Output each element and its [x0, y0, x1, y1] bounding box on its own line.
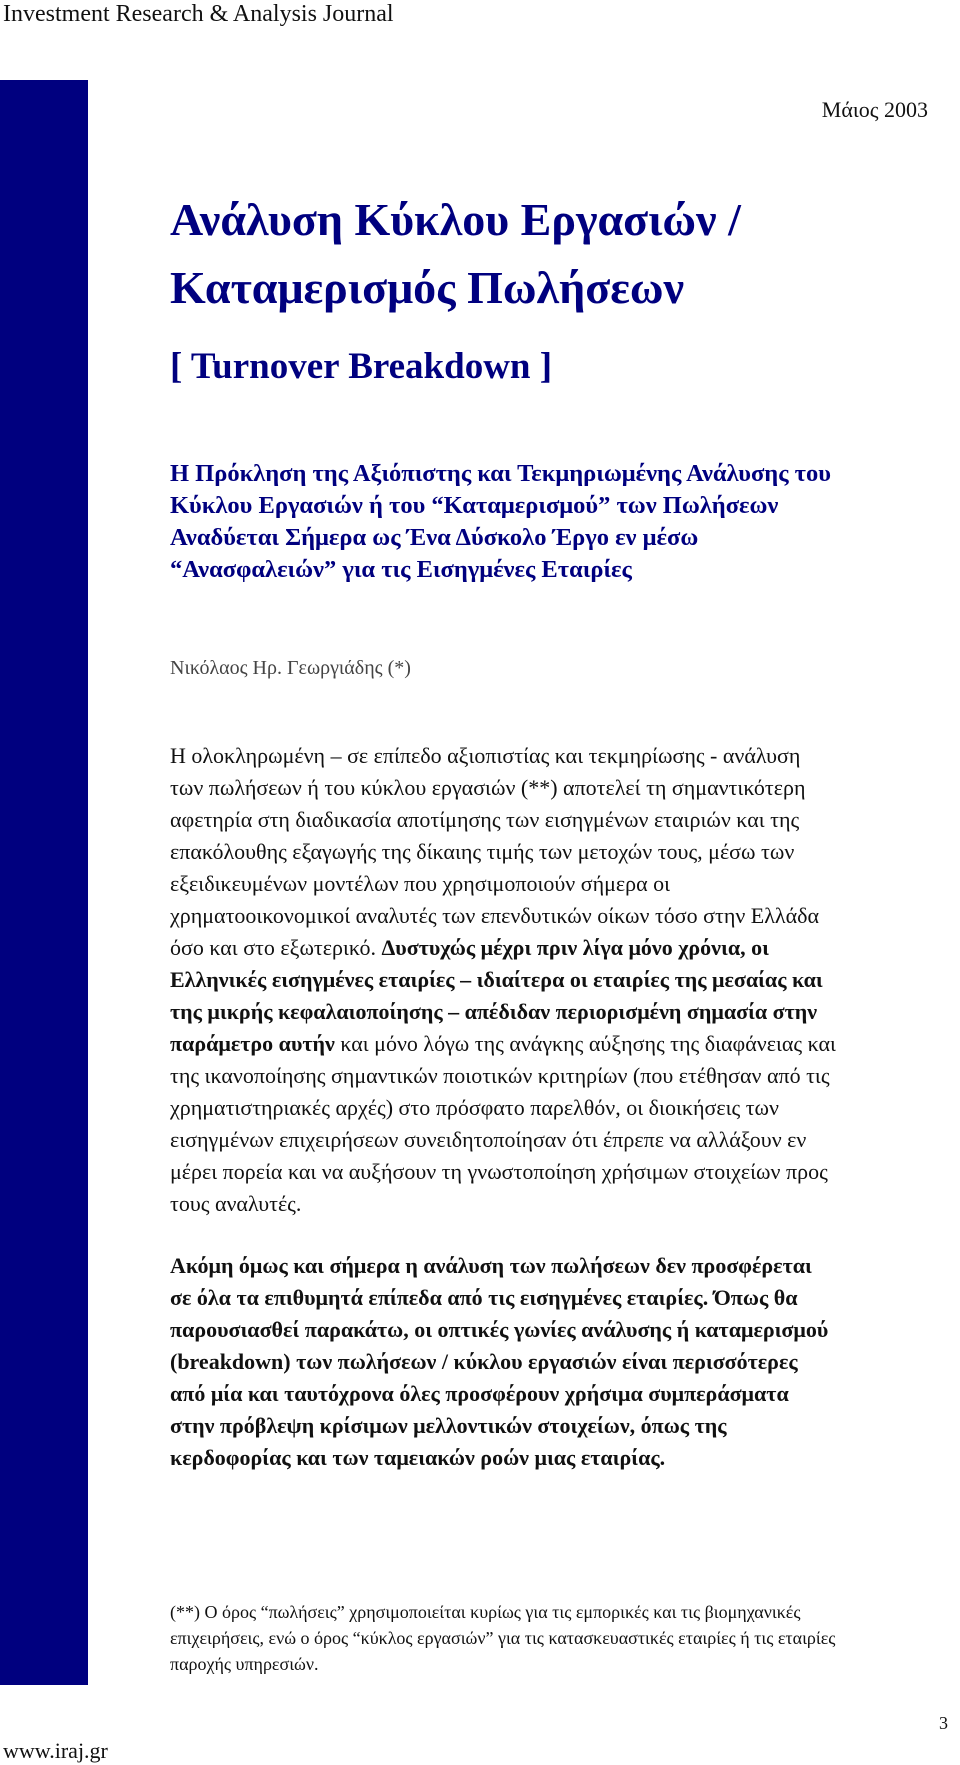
publication-date: Μάιος 2003: [821, 97, 928, 122]
paragraph-line: αφετηρία στη διαδικασία αποτίμησης των εισηγμένων εταιριών και της: [170, 807, 800, 832]
paragraph-line: χρηματοοικονομικοί αναλυτές των επενδυτικών οίκων τόσο στην Ελλάδα: [170, 903, 819, 928]
author-name: Νικόλαος Ηρ. Γεωργιάδης (*): [170, 657, 411, 679]
headline-line: Κύκλου Εργασιών ή του “Καταμερισμού” των Πωλήσεων: [170, 492, 779, 519]
title-line-1: Ανάλυση Κύκλου Εργασιών /: [170, 194, 741, 245]
paragraph-line: επακόλουθης εξαγωγής της δίκαιης τιμής των μετοχών τους, μέσω των: [170, 839, 795, 864]
article-headline: [170, 458, 950, 586]
paragraph-text-plain: όσο και στο εξωτερικό.: [170, 935, 382, 960]
paragraph-line: στην πρόβλεψη κρίσιμων μελλοντικών στοιχείων, όπως της: [170, 1413, 727, 1438]
footnote-line: επιχειρήσεις, ενώ ο όρος “κύκλος εργασιών” για τις κατασκευαστικές εταιρίες ή τις εταιρίες: [170, 1628, 836, 1648]
page-number: 3: [939, 1713, 948, 1733]
headline-line: “Ανασφαλειών” για τις Εισηγμένες Εταιρίες: [170, 556, 632, 583]
journal-header: Investment Research & Analysis Journal: [3, 1, 394, 27]
paragraph-line: Ακόμη όμως και σήμερα η ανάλυση των πωλήσεων δεν προσφέρεται: [170, 1253, 812, 1278]
paragraph-text-bold: παράμετρο αυτήν: [170, 1031, 335, 1056]
paragraph-line: [170, 964, 960, 996]
footnote-line: παροχής υπηρεσιών.: [170, 1654, 319, 1674]
paragraph-line: (breakdown) των πωλήσεων / κύκλου εργασιών είναι περισσότερες: [170, 1349, 798, 1374]
paragraph-line: των πωλήσεων ή του κύκλου εργασιών (**) αποτελεί τη σημαντικότερη: [170, 775, 806, 800]
paragraph-line: εισηγμένων επιχειρήσεων συνειδητοποίησαν ότι έπρεπε να αλλάξουν εν: [170, 1127, 807, 1152]
paragraph-line: σε όλα τα επιθυμητά επίπεδα από τις εισηγμένες εταιρίες. Όπως θα: [170, 1285, 798, 1310]
side-bar-decoration: [0, 80, 88, 1685]
paragraph-line: τους αναλυτές.: [170, 1191, 302, 1216]
paragraph-line: από μία και ταυτόχρονα όλες προσφέρουν χρήσιμα συμπεράσματα: [170, 1381, 789, 1406]
article-title: [170, 186, 741, 322]
paragraph-text-plain: και μόνο λόγω της ανάγκης αύξησης της διαφάνειας και: [334, 1031, 836, 1056]
paragraph-text-bold: Δυστυχώς μέχρι πριν λίγα μόνο χρόνια, οι: [381, 935, 769, 960]
paragraph-text-bold: της μικρής κεφαλαιοποίησης – απέδιδαν περιορισμένη σημασία στην: [170, 999, 818, 1024]
paragraph-line: της ικανοποίησης σημαντικών ποιοτικών κριτηρίων (που ετέθησαν από τις: [170, 1063, 830, 1088]
title-line-2: Καταμερισμός Πωλήσεων: [170, 262, 685, 313]
paragraph-line: μέρει πορεία και να αυξήσουν τη γνωστοποίηση χρήσιμων στοιχείων προς: [170, 1159, 828, 1184]
footnote-line: (**) Ο όρος “πωλήσεις” χρησιμοποιείται κυρίως για τις εμπορικές και τις βιομηχανικές: [170, 1602, 801, 1622]
paragraph-line: [170, 1028, 960, 1060]
paragraph-line: χρηματιστηριακές αρχές) στο πρόσφατο παρελθόν, οι διοικήσεις των: [170, 1095, 779, 1120]
paragraph-line: παρουσιασθεί παρακάτω, οι οπτικές γωνίες ανάλυσης ή καταμερισμού: [170, 1317, 829, 1342]
footnote: [170, 1599, 960, 1677]
footer-url: www.iraj.gr: [3, 1738, 108, 1763]
paragraph-line: [170, 996, 960, 1028]
paragraph-line: κερδοφορίας και των ταμειακών ροών μιας εταιρίας.: [170, 1445, 666, 1470]
paragraph-line: [170, 932, 960, 964]
paragraph-text-bold: Ελληνικές εισηγμένες εταιρίες – ιδιαίτερα οι εταιρίες της μεσαίας και: [170, 967, 823, 992]
paragraph-1: [170, 740, 960, 1220]
headline-line: Αναδύεται Σήμερα ως Ένα Δύσκολο Έργο εν μέσω: [170, 524, 699, 551]
paragraph-line: εξειδικευμένων μοντέλων που χρησιμοποιούν σήμερα οι: [170, 871, 671, 896]
article-subtitle: [ Turnover Breakdown ]: [170, 346, 553, 387]
paragraph-2: [170, 1250, 960, 1474]
headline-line: Η Πρόκληση της Αξιόπιστης και Τεκμηριωμένης Ανάλυσης του: [170, 460, 831, 487]
paragraph-line: Η ολοκληρωμένη – σε επίπεδο αξιοπιστίας και τεκμηρίωσης - ανάλυση: [170, 743, 801, 768]
